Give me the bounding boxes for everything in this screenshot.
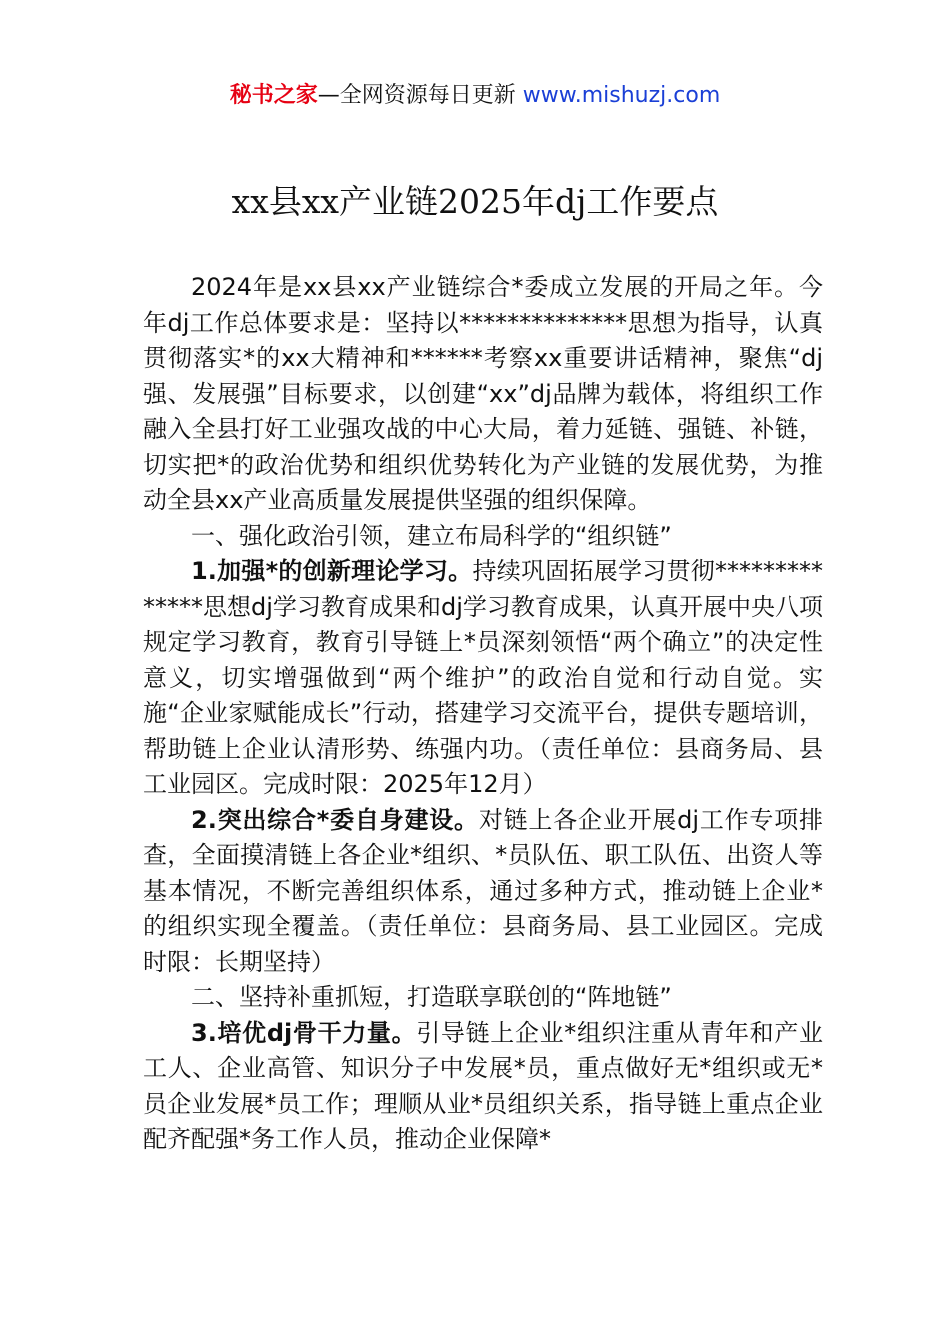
item-title-1: 1.加强*的创新理论学习。 [191, 557, 473, 585]
item-paragraph-3 [143, 1016, 823, 1158]
item-text-2: 对链上各企业开展dj工作专项排查，全面摸清链上各企业*组织、*员队伍、职工队伍、出资人等基本情况，不断完善组织体系，通过多种方式，推动链上企业*的组织实现全覆盖。（责任单位：县商务局、县工业园区。完成时限：长期坚持） [143, 805, 823, 976]
document-body [143, 270, 823, 1158]
section-heading-1: 一、强化政治引领，建立布局科学的“组织链” [191, 521, 672, 550]
site-banner [0, 80, 950, 112]
item-text-1: 持续巩固拓展学习贯彻**************思想dj学习教育成果和dj学习教育成果，认真开展中央八项规定学习教育，教育引导链上*员深刻领悟“两个确立”的决定性意义，切实增强做到“两个维护”的政治自觉和行动自觉。实施“企业家赋能成长”行动，搭建学习交流平台，提供专题培训，帮助链上企业认清形势、练强内功。（责任单位：县商务局、县工业园区。完成时限：2025年12月） [143, 557, 823, 798]
document-title: xx县xx产业链2025年dj工作要点 [231, 182, 719, 221]
intro-paragraph: 2024年是xx县xx产业链综合*委成立发展的开局之年。今年dj工作总体要求是：坚持以**************思想为指导，认真贯彻落实*的xx大精神和******考察xx重要讲话精神，聚焦“dj强、发展强”目标要求，以创建“xx”dj品牌为载体，将组织工作融入全县打好工业强攻战的中心大局，着力延链、强链、补链，切实把*的政治优势和组织优势转化为产业链的发展优势，为推动全县xx产业高质量发展提供坚强的组织保障。 [143, 273, 823, 514]
site-url-link[interactable]: www.mishuzj.com [522, 83, 721, 108]
item-text-3: 引导链上企业*组织注重从青年和产业工人、企业高管、知识分子中发展*员，重点做好无*组织或无*员企业发展*员工作；理顺从业*员组织关系，指导链上重点企业配齐配强*务工作人员，推动企业保障* [143, 1018, 823, 1153]
site-brand: 秘书之家 [229, 83, 318, 108]
item-title-2: 2.突出综合*委自身建设。 [191, 805, 479, 834]
section-heading-2: 二、坚持补重抓短，打造联享联创的“阵地链” [191, 983, 672, 1011]
item-title-3: 3.培优dj骨干力量。 [191, 1018, 417, 1047]
item-paragraph-2 [143, 803, 823, 981]
item-paragraph-1 [143, 554, 823, 803]
site-slogan: —全网资源每日更新 [317, 83, 516, 108]
